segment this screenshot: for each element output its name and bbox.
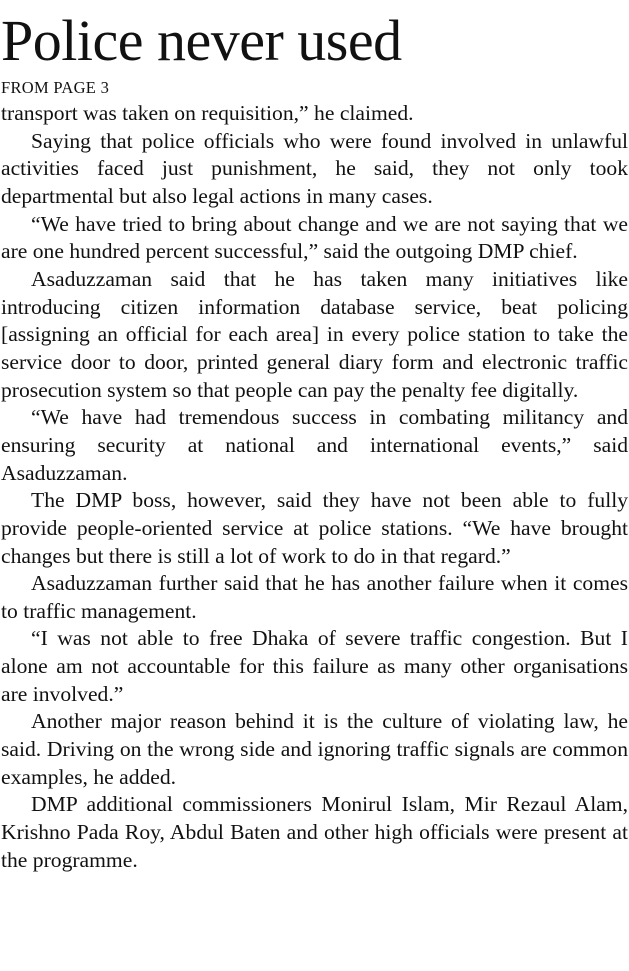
article-body (1, 100, 628, 874)
headline: Police never used (1, 8, 402, 73)
news-article (1, 6, 628, 874)
paragraph: Asaduzzaman said that he has taken many initiatives like introducing citizen information database service, beat policing [assigning an official for each area] in every police station to take the service door to door, printed general diary form and electronic traffic prosecution system so that people can pay the penalty fee digitally. (1, 266, 628, 402)
paragraph: “We have had tremendous success in combating militancy and ensuring security at national and international events,” said Asaduzzaman. (1, 405, 628, 485)
paragraph: Another major reason behind it is the culture of violating law, he said. Driving on the wrong side and ignoring traffic signals are common examples, he added. (1, 709, 628, 789)
paragraph: Saying that police officials who were found involved in unlawful activities faced just punishment, he said, they not only took departmental but also legal actions in many cases. (1, 128, 628, 208)
jump-line: FROM PAGE 3 (1, 78, 110, 97)
paragraph: “I was not able to free Dhaka of severe traffic congestion. But I alone am not accountable for this failure as many other organisations are involved.” (1, 626, 628, 706)
paragraph: Asaduzzaman further said that he has another failure when it comes to traffic management. (1, 571, 628, 623)
paragraph: “We have tried to bring about change and we are not saying that we are one hundred percent successful,” said the outgoing DMP chief. (1, 211, 628, 264)
paragraph: The DMP boss, however, said they have not been able to fully provide people-oriented service at police stations. “We have brought changes but there is still a lot of work to do in that regard.” (1, 488, 628, 568)
paragraph: transport was taken on requisition,” he claimed. (1, 101, 414, 125)
paragraph: DMP additional commissioners Monirul Islam, Mir Rezaul Alam, Krishno Pada Roy, Abdul Baten and other high officials were present at the programme. (1, 792, 628, 872)
